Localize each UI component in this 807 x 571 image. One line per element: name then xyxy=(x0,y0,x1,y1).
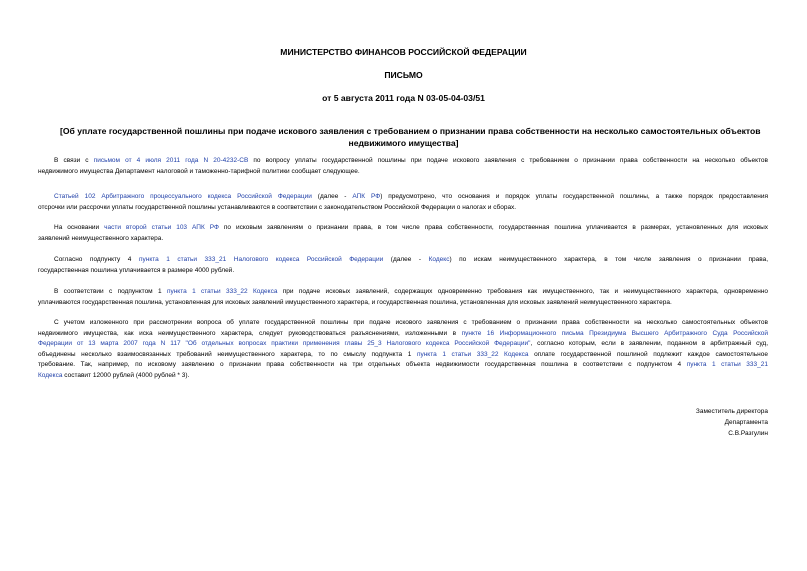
title-line: недвижимого имущества] xyxy=(348,138,459,148)
paragraph-6 xyxy=(38,318,768,382)
ministry-heading: МИНИСТЕРСТВО ФИНАНСОВ РОССИЙСКОЙ ФЕДЕРАЦИИ xyxy=(280,47,527,57)
signature-position: Заместитель директора xyxy=(695,408,768,415)
text-line: На основании части второй статьи 103 АПК РФ по исковым заявлениям о признании права, в том числе права собственности, государственная пошлина уплачивается в размерах, установленных для исковых xyxy=(54,224,769,231)
apk-link[interactable]: АПК РФ xyxy=(352,193,381,200)
document-type: ПИСЬМО xyxy=(384,70,423,80)
text-line: Федерации от 13 марта 2007 года N 117 "Об отдельных вопросах практики применения главы 25_3 Налогового кодекса Российской Федерации", согласно которым, если в заявлении, поданном в арбитражный суд, xyxy=(38,340,768,348)
text-line: С учетом изложенного при рассмотрении вопроса об уплате государственной пошлины при подаче искового заявления с требованием о признании права собственности на несколько самостоятельных объектов xyxy=(54,319,768,326)
text-line: В связи с письмом от 4 июля 2011 года N 20-4232-СВ по вопросу уплаты государственной пошлины при подаче искового заявления с требованием о признании права собственности на несколько объектов xyxy=(54,157,769,164)
document-title xyxy=(60,125,761,149)
tax-code-link[interactable]: Кодекса xyxy=(38,371,63,379)
text-line: отсрочки или рассрочки уплаты государственной пошлины устанавливаются в соответствии с законодательством Российской Федерации о налогах и сборах. xyxy=(38,203,517,211)
tax-code-article-333-21-link[interactable]: пункта 1 статьи 333_21 xyxy=(686,361,768,369)
paragraph-3 xyxy=(38,223,768,244)
text-line: заявлений неимущественного характера. xyxy=(38,234,164,242)
tax-code-link[interactable]: Кодекс xyxy=(428,256,450,263)
text-line: В соответствии с подпунктом 1 пункта 1 статьи 333_22 Кодекса при подаче исковых заявлений, содержащих одновременно требования как имущественного, так и неимущественного характера, одновременно xyxy=(54,288,768,295)
signature-department: Департамента xyxy=(724,419,768,426)
letter-link[interactable]: письмом от 4 июля 2011 года N 20-4232-СВ xyxy=(93,157,249,164)
apk-article-103-link[interactable]: части второй статьи 103 АПК РФ xyxy=(104,224,219,231)
text-line: Статьей 102 Арбитражного процессуального кодекса Российской Федерации (далее - АПК РФ) предусмотрено, что основания и порядок уплаты государственной пошлины, а также порядок предоставления xyxy=(54,193,768,200)
paragraph-2 xyxy=(38,192,768,213)
text-line: требование. Так, например, по исковому заявлению о признании права собственности на три отдельных объекта недвижимости государственная пошлина в соответствии с подпунктом 4 пункта 1 статьи 333_21 xyxy=(38,361,768,369)
text-line: объединены несколько взаимосвязанных требований неимущественного характера, то по смыслу подпункта 1 пункта 1 статьи 333_22 Кодекса оплате государственной пошлиной подлежит каждое самостоятельное xyxy=(38,350,768,358)
text-line: Кодекса составит 12000 рублей (4000 рублей * 3). xyxy=(38,371,190,379)
text-line: государственная пошлина уплачивается в размере 4000 рублей. xyxy=(38,266,235,274)
paragraph-1 xyxy=(38,156,768,177)
paragraph-5 xyxy=(38,287,768,308)
title-line: [Об уплате государственной пошлины при подаче искового заявления с требованием о признании права собственности на несколько самостоятельных объектов xyxy=(60,126,761,136)
info-letter-link[interactable]: пункте 16 Информационного письма Президиума Высшего Арбитражного Суда Российской xyxy=(461,329,768,337)
paragraph-4 xyxy=(38,255,768,276)
text-line: Согласно подпункту 4 пункта 1 статьи 333_21 Налогового кодекса Российской Федерации (далее - Кодекс) по искам неимущественного характера, в том числе заявления о признании права, xyxy=(54,256,769,263)
info-letter-link-cont[interactable]: Федерации от 13 марта 2007 года N 117 "Об отдельных вопросах практики применения главы 25_3 Налогового кодекса Российской Федерации" xyxy=(38,340,531,348)
signature-name: С.В.Разгулин xyxy=(728,430,768,437)
text-line: недвижимого имущества Департамент налоговой и таможенно-тарифной политики сообщает следующее. xyxy=(38,167,360,175)
text-line: недвижимого имущества, как иска неимущественного характера, следует руководствоваться разъяснениями, изложенными в пункте 16 Информационного письма Президиума Высшего Арбитражного Суда Российской xyxy=(38,329,768,337)
apk-article-102-link[interactable]: Статьей 102 Арбитражного процессуального кодекса Российской Федерации xyxy=(54,193,312,200)
tax-code-article-333-21-link[interactable]: пункта 1 статьи 333_21 Налогового кодекса Российской Федерации xyxy=(138,256,384,263)
signature-block xyxy=(568,406,768,439)
tax-code-article-333-22-link[interactable]: пункта 1 статьи 333_22 Кодекса xyxy=(416,350,529,358)
tax-code-article-333-22-link[interactable]: пункта 1 статьи 333_22 Кодекса xyxy=(166,288,278,295)
text-line: уплачиваются государственная пошлина, установленная для исковых заявлений имущественного характера, и государственная пошлина, установленная для исковых заявлений неимущественного характера. xyxy=(38,298,672,306)
document-date-number: от 5 августа 2011 года N 03-05-04-03/51 xyxy=(322,93,485,103)
